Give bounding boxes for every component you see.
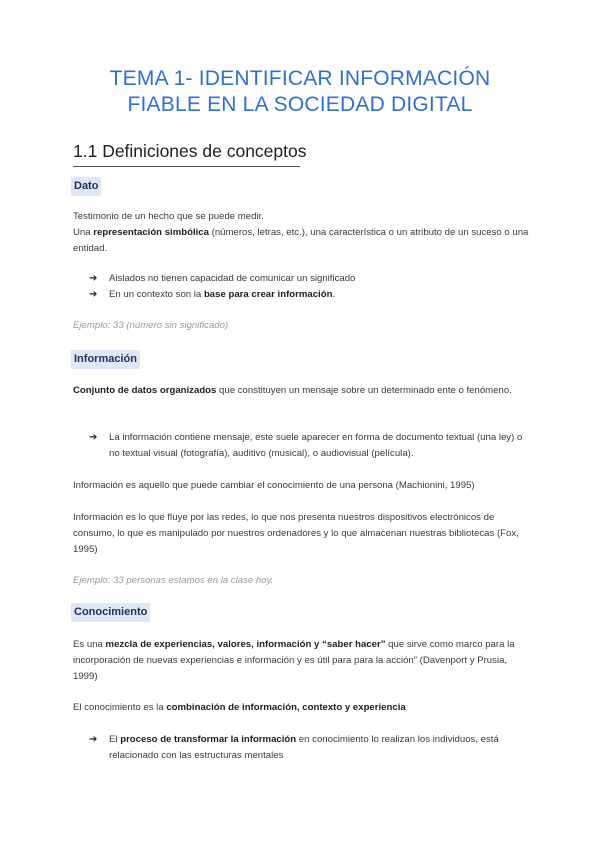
dato-paragraph: Testimonio de un hecho que se puede medir. Una representación simbólica (números, letras, etc.), una característica o un atributo de un suceso o una entidad. [73, 211, 529, 254]
informacion-paragraph-2: Información es aquello que puede cambiar el conocimiento de una persona (Machionini, 1995) [73, 480, 475, 491]
dato-example: Ejemplo: 33 (número sin significado) [73, 320, 229, 331]
title-line-1: TEMA 1- IDENTIFICAR INFORMACIÓN [109, 67, 491, 90]
heading-informacion: Información [71, 350, 140, 369]
arrow-icon: ➔ [89, 289, 98, 300]
arrow-icon: ➔ [89, 273, 98, 284]
dato-bullet-2: ➔ En un contexto son la base para crear información. [89, 287, 529, 303]
informacion-paragraph-3: Información es lo que fluye por las redes, lo que nos presenta nuestros dispositivos electrónicos de consumo, lo que es manipulado por nuestros ordenadores y lo que almacenan nuestras bibliotecas (Fox, 1995) [73, 512, 519, 555]
section-heading-underline [73, 166, 300, 167]
arrow-icon: ➔ [89, 432, 98, 443]
informacion-bullet-1: ➔ La información contiene mensaje, este suele aparecer en forma de documento textual (una ley) o no textual visual (fotografía), auditivo (musical), o audiovisual (película). [89, 432, 523, 459]
heading-conocimiento: Conocimiento [71, 603, 150, 622]
conocimiento-bullet-1: ➔ El proceso de transformar la información en conocimiento lo realizan los individuos, está relacionado con las estructuras mentales [89, 734, 499, 761]
dato-line-1: Testimonio de un hecho que se puede medir. [73, 211, 264, 222]
conocimiento-paragraph-1: Es una mezcla de experiencias, valores, información y “saber hacer” que sirve como marco para la incorporación de nuevas experiencias e información y es útil para para la acción” (Davenport y Prusia, 1999) [73, 639, 515, 682]
conocimiento-paragraph-2: El conocimiento es la combinación de información, contexto y experiencia [73, 702, 406, 713]
dato-bullet-1: ➔ Aislados no tienen capacidad de comunicar un significado [89, 271, 529, 287]
dato-bold-term: representación simbólica [93, 227, 209, 238]
informacion-example: Ejemplo: 33 personas estamos en la clase hoy. [73, 575, 274, 586]
title-line-2: FIABLE EN LA SOCIEDAD DIGITAL [127, 93, 473, 116]
document-title [0, 66, 600, 118]
informacion-paragraph-1: Conjunto de datos organizados que constituyen un mensaje sobre un determinado ente o fenómeno. [73, 385, 512, 396]
section-heading: 1.1 Definiciones de conceptos [73, 141, 307, 161]
arrow-icon: ➔ [89, 734, 98, 745]
heading-dato: Dato [71, 177, 101, 196]
